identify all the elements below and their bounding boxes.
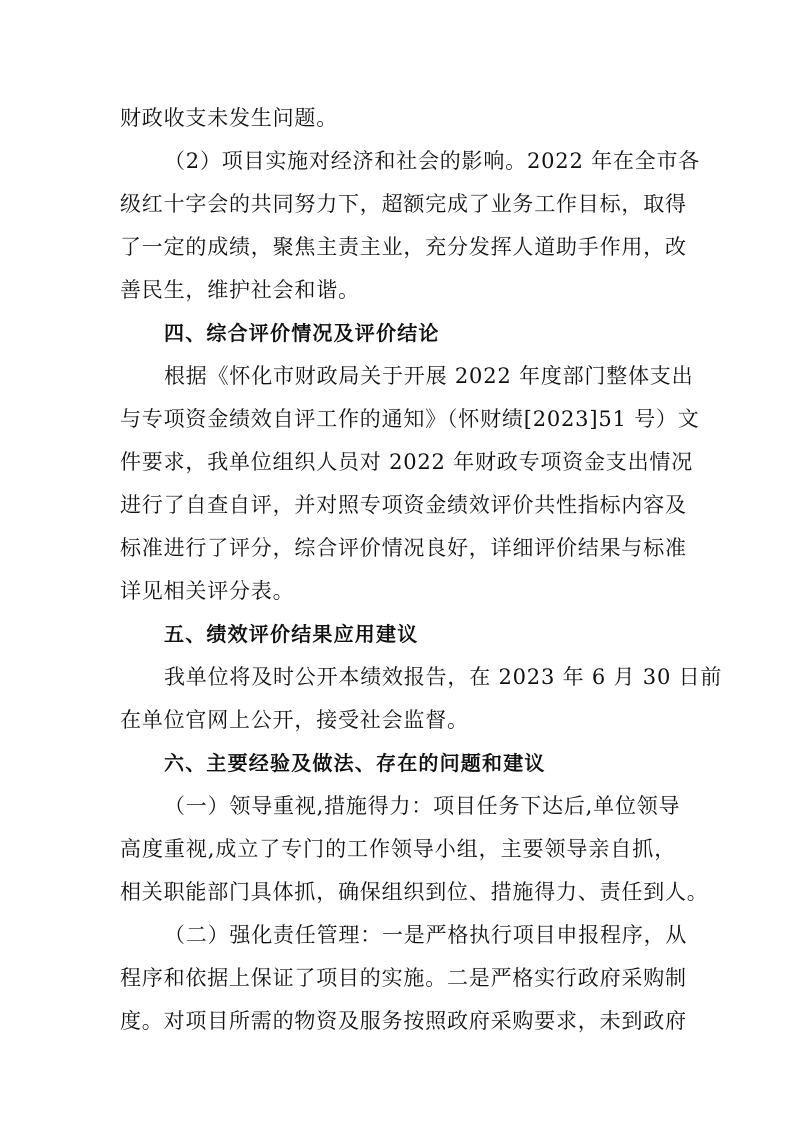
text-line: 级红十字会的共同努力下，超额完成了业务工作目标，取得	[120, 192, 687, 216]
text-line: 了一定的成绩，聚焦主责主业，充分发挥人道助手作用，改	[120, 235, 687, 259]
text-line: 进行了自查自评，并对照专项资金绩效评价共性指标内容及	[120, 493, 687, 517]
text-line: 善民生，维护社会和谐。	[120, 278, 360, 302]
text-line: （二）强化责任管理：一是严格执行项目申报程序，从	[164, 923, 688, 947]
text-line: 高度重视,成立了专门的工作领导小组，主要领导亲自抓，	[120, 837, 676, 861]
text-line: 详见相关评分表。	[120, 579, 295, 603]
text-line: 标准进行了评分，综合评价情况良好，详细评价结果与标准	[120, 536, 687, 560]
text-line: 程序和依据上保证了项目的实施。二是严格实行政府采购制	[120, 966, 687, 990]
text-line: 件要求，我单位组织人员对 2022 年财政专项资金支出情况	[120, 450, 693, 474]
text-line: 根据《怀化市财政局关于开展 2022 年度部门整体支出	[164, 364, 694, 388]
text-line: 财政收支未发生问题。	[120, 106, 338, 130]
section-heading: 四、综合评价情况及评价结论	[164, 321, 440, 345]
text-line: 在单位官网上公开，接受社会监督。	[120, 708, 469, 732]
text-line: 度。对项目所需的物资及服务按照政府采购要求，未到政府	[120, 1009, 687, 1033]
section-heading: 五、绩效评价结果应用建议	[164, 622, 419, 646]
text-line: （一）领导重视,措施得力：项目任务下达后,单位领导	[164, 794, 681, 818]
text-line: 相关职能部门具体抓，确保组织到位、措施得力、责任到人。	[120, 880, 709, 904]
text-line: 我单位将及时公开本绩效报告，在 2023 年 6 月 30 日前	[164, 665, 723, 689]
section-heading: 六、主要经验及做法、存在的问题和建议	[164, 751, 546, 775]
text-line: 与专项资金绩效自评工作的通知》（怀财绩[2023]51 号）文	[120, 407, 700, 431]
text-line: （2）项目实施对经济和社会的影响。2022 年在全市各	[164, 149, 701, 173]
